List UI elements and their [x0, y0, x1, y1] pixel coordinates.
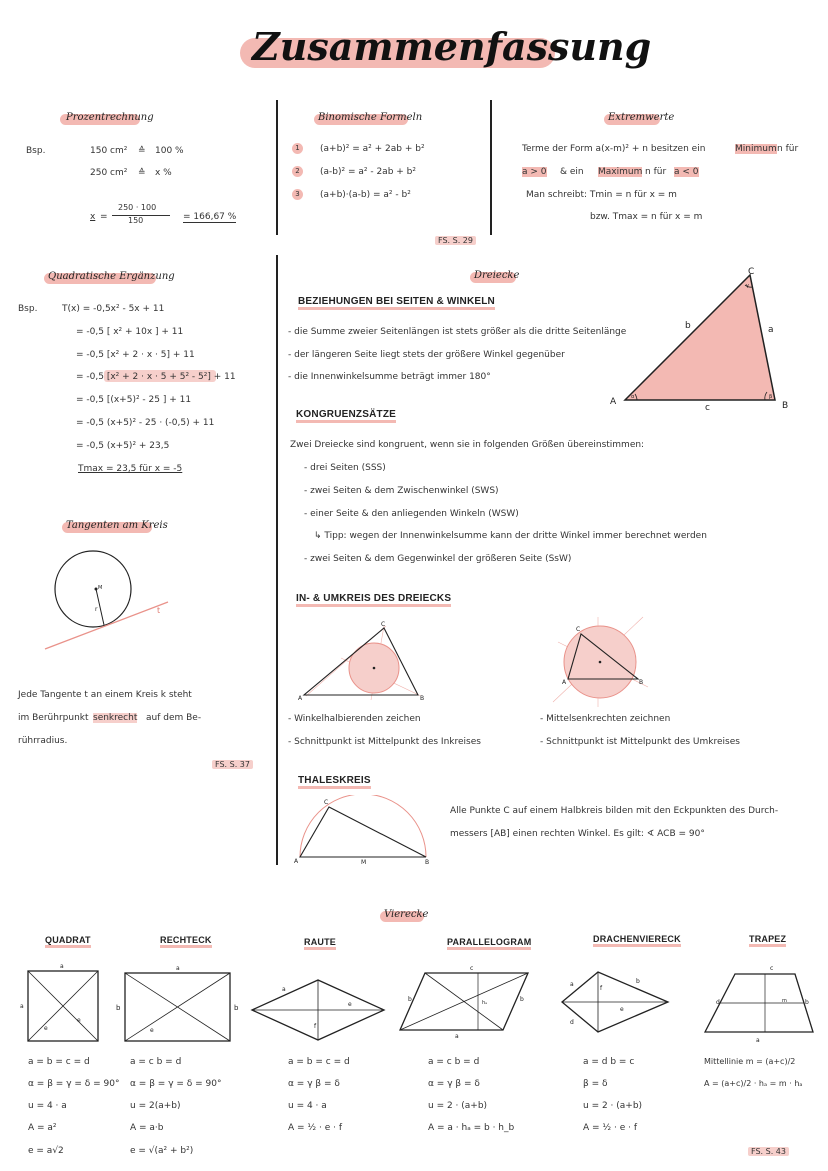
tri-label-A: A: [610, 397, 617, 407]
prozent-bsp: Bsp.: [26, 146, 46, 156]
parallelogram-prop-1: α = γ β = δ: [428, 1079, 480, 1089]
rechteck-prop-2: u = 2(a+b): [130, 1101, 181, 1111]
raute-prop-3: A = ½ · e · f: [288, 1123, 343, 1133]
svg-text:e: e: [620, 1006, 624, 1013]
tangent-r-label: r: [95, 606, 98, 613]
extrem-line1c: n für: [777, 144, 799, 154]
thales-diagram: [292, 795, 437, 865]
inkreis-text-0: - Winkelhalbierenden zeichen: [288, 714, 421, 724]
tangent-text2b: senkrecht: [93, 713, 138, 723]
rechteck-prop-4: e = √(a² + b²): [130, 1146, 194, 1156]
tangent-ref: FS. S. 37: [212, 760, 253, 769]
prozent-row2-right: x %: [155, 168, 172, 178]
kong-0: - drei Seiten (SSS): [304, 463, 386, 473]
dreiecke-rel-0: - die Summe zweier Seitenlängen ist stets größer als die dritte Seitenlänge: [288, 327, 627, 337]
extrem-line1b: Minimum: [735, 144, 777, 154]
binom-formula-1: (a+b)² = a² + 2ab + b²: [320, 144, 425, 154]
extrem-line2e: a < 0: [674, 167, 699, 177]
thales-label-B: B: [425, 859, 430, 865]
thales-label-C: C: [324, 799, 329, 806]
tri-label-C: C: [748, 267, 755, 277]
svg-text:b: b: [116, 1004, 121, 1012]
tri-label-c: c: [705, 403, 710, 413]
prozent-frac-den: 150: [128, 216, 144, 225]
page-title: Zusammenfassung: [252, 24, 652, 69]
extrem-line2d: n für: [645, 167, 667, 177]
kong-intro: Zwei Dreiecke sind kongruent, wenn sie in folgenden Größen übereinstimmen:: [290, 440, 645, 450]
umkreis-diagram: [548, 612, 658, 712]
rechteck-prop-3: A = a·b: [130, 1123, 164, 1133]
tri-label-b: b: [685, 321, 691, 331]
viereck-name-parallelogram: PARALLELOGRAM: [447, 937, 531, 950]
trapez-shape: [705, 965, 813, 1044]
extrem-line2a: a > 0: [522, 167, 547, 177]
viereck-name-drachenviereck: DRACHENVIERECK: [593, 934, 681, 947]
quad-line-4: = -0,5 [(x+5)² - 25 ] + 11: [76, 395, 192, 405]
dreiecke-heading: Dreiecke: [474, 270, 520, 281]
tangent-t-label: t: [157, 606, 161, 615]
svg-text:e: e: [348, 1001, 352, 1008]
extrem-heading: Extremwerte: [608, 112, 675, 123]
prozent-row1-right: 100 %: [155, 146, 184, 156]
quad-heading: Quadratische Ergänzung: [48, 271, 175, 282]
dreiecke-sub3: IN- & UMKREIS DES DREIECKS: [296, 593, 451, 607]
tangent-text3: rührradius.: [18, 736, 68, 746]
quad-line-6: = -0,5 (x+5)² + 23,5: [76, 441, 170, 451]
tangent-text1: Jede Tangente t an einem Kreis k steht: [18, 690, 192, 700]
extrem-line2b: & ein: [560, 167, 584, 177]
dreiecke-sub1: BEZIEHUNGEN BEI SEITEN & WINKELN: [298, 296, 495, 310]
dreiecke-rel-2: - die Innenwinkelsumme beträgt immer 180°: [288, 372, 491, 382]
prozent-result: = 166,67 %: [183, 212, 237, 222]
tri-label-beta: β: [769, 394, 773, 400]
drachen-prop-2: u = 2 · (a+b): [583, 1101, 643, 1111]
binom-num-1: 1: [292, 143, 303, 154]
quad-line-2: = -0,5 [x² + 2 · x · 5] + 11: [76, 350, 195, 360]
trapez-prop-1: A = (a+c)/2 · hₐ = m · hₐ: [704, 1079, 803, 1088]
prozent-x: x: [90, 212, 96, 222]
drachen-prop-1: β = δ: [583, 1079, 608, 1089]
extrem-line4: bzw. Tmax = n für x = m: [590, 212, 703, 222]
dreiecke-sub4: THALESKREIS: [298, 775, 371, 789]
svg-text:b: b: [408, 996, 412, 1003]
svg-text:e: e: [77, 1017, 81, 1024]
vierecke-ref: FS. S. 43: [748, 1147, 789, 1156]
vierecke-shapes: [0, 958, 828, 1048]
prozent-row1-left: 150 cm²: [90, 146, 128, 156]
viereck-name-rechteck: RECHTECK: [160, 935, 212, 948]
divider-top-left: [276, 100, 278, 235]
viereck-name-raute: RAUTE: [304, 937, 336, 950]
drachen-prop-0: a = d b = c: [583, 1057, 635, 1067]
extrem-line3: Man schreibt: Tmin = n für x = m: [526, 190, 677, 200]
svg-text:c: c: [470, 965, 474, 972]
umkreis-text-1: - Schnittpunkt ist Mittelpunkt des Umkreises: [540, 737, 740, 747]
svg-text:b: b: [805, 999, 809, 1006]
parallelogram-prop-2: u = 2 · (a+b): [428, 1101, 488, 1111]
vierecke-heading: Vierecke: [384, 909, 429, 920]
inkreis-label-C: C: [381, 621, 386, 628]
trapez-prop-0: Mittellinie m = (a+c)/2: [704, 1057, 796, 1066]
dreiecke-sub2: KONGRUENZSÄTZE: [296, 409, 396, 423]
rechteck-shape: [116, 965, 239, 1041]
umkreis-label-A: A: [562, 679, 567, 686]
binom-formula-3: (a+b)·(a-b) = a² - b²: [320, 190, 411, 200]
parallelogram-prop-3: A = a · hₐ = b · h_b: [428, 1123, 515, 1133]
umkreis-label-C: C: [576, 626, 581, 633]
inkreis-diagram: [296, 618, 436, 703]
extrem-line2c: Maximum: [598, 167, 643, 177]
tangent-heading: Tangenten am Kreis: [66, 520, 168, 531]
binom-num-2: 2: [292, 166, 303, 177]
divider-middle: [276, 255, 278, 865]
quad-line-1: = -0,5 [ x² + 10x ] + 11: [76, 327, 184, 337]
svg-text:d: d: [716, 999, 720, 1006]
quadrat-prop-2: u = 4 · a: [28, 1101, 67, 1111]
binom-heading: Binomische Formeln: [318, 112, 423, 123]
parallelogram-shape: [400, 965, 528, 1040]
umkreis-label-B: B: [639, 679, 644, 686]
divider-top-right: [490, 100, 492, 235]
svg-text:b: b: [234, 1004, 239, 1012]
drachen-prop-3: A = ½ · e · f: [583, 1123, 638, 1133]
prozent-row1-op: ≙: [138, 146, 146, 156]
svg-text:f: f: [314, 1023, 317, 1030]
parallelogram-prop-0: a = c b = d: [428, 1057, 480, 1067]
binom-num-3: 3: [292, 189, 303, 200]
raute-prop-2: u = 4 · a: [288, 1101, 327, 1111]
kong-1: - zwei Seiten & dem Zwischenwinkel (SWS): [304, 486, 499, 496]
svg-text:hₐ: hₐ: [482, 1000, 488, 1006]
svg-text:b: b: [636, 978, 640, 985]
binom-ref: FS. S. 29: [435, 236, 476, 245]
svg-text:a: a: [455, 1033, 459, 1040]
umkreis-text-0: - Mittelsenkrechten zeichnen: [540, 714, 671, 724]
svg-text:a: a: [756, 1037, 760, 1044]
extrem-line1a: Terme der Form a(x-m)² + n besitzen ein: [522, 144, 706, 154]
prozent-eq: =: [100, 212, 108, 222]
svg-text:a: a: [20, 1003, 24, 1010]
svg-text:e: e: [150, 1027, 154, 1034]
quadrat-prop-1: α = β = γ = δ = 90°: [28, 1079, 120, 1089]
inkreis-text-1: - Schnittpunkt ist Mittelpunkt des Inkreises: [288, 737, 481, 747]
rechteck-prop-0: a = c b = d: [130, 1057, 182, 1067]
viereck-name-quadrat: QUADRAT: [45, 935, 91, 948]
quadrat-prop-3: A = a²: [28, 1123, 57, 1133]
svg-text:a: a: [176, 965, 180, 972]
svg-text:a: a: [570, 981, 574, 988]
tri-label-B: B: [782, 401, 789, 411]
dreiecke-rel-1: - der längeren Seite liegt stets der größere Winkel gegenüber: [288, 350, 565, 360]
tangent-diagram: [40, 545, 180, 655]
tangent-text2a: im Berührpunkt: [18, 713, 89, 723]
svg-text:m: m: [782, 998, 787, 1004]
quad-line-0: T(x) = -0,5x² - 5x + 11: [62, 304, 165, 314]
quad-line-5: = -0,5 (x+5)² - 25 · (-0,5) + 11: [76, 418, 215, 428]
tangent-m-label: M: [98, 585, 103, 591]
prozent-frac-num: 250 · 100: [118, 203, 157, 212]
inkreis-label-B: B: [420, 695, 425, 702]
triangle-diagram: [605, 265, 805, 415]
quad-line-7: Tmax = 23,5 für x = -5: [78, 464, 183, 474]
raute-shape: [252, 980, 384, 1040]
raute-prop-0: a = b = c = d: [288, 1057, 350, 1067]
thales-label-M: M: [361, 859, 367, 865]
tri-label-alpha: α: [631, 394, 635, 400]
quadrat-prop-4: e = a√2: [28, 1146, 64, 1156]
svg-text:f: f: [600, 985, 603, 992]
inkreis-label-A: A: [298, 695, 303, 702]
binom-formula-2: (a-b)² = a² - 2ab + b²: [320, 167, 416, 177]
kong-4: - zwei Seiten & dem Gegenwinkel der größeren Seite (SsW): [304, 554, 572, 564]
tangent-text2c: auf dem Be-: [146, 713, 202, 723]
quad-bsp: Bsp.: [18, 304, 38, 314]
tri-label-a: a: [768, 325, 774, 335]
thales-text-2: messers [AB] einen rechten Winkel. Es gilt: ∢ ACB = 90°: [450, 829, 705, 839]
tri-label-gamma: γ: [746, 283, 749, 289]
prozent-row2-op: ≙: [138, 168, 146, 178]
prozent-row2-left: 250 cm²: [90, 168, 128, 178]
raute-prop-1: α = γ β = δ: [288, 1079, 340, 1089]
svg-text:a: a: [60, 963, 64, 970]
kong-2: - einer Seite & den anliegenden Winkeln (WSW): [304, 509, 519, 519]
svg-text:e: e: [44, 1025, 48, 1032]
svg-text:a: a: [282, 986, 286, 993]
thales-label-A: A: [294, 858, 299, 865]
drachen-shape: [562, 972, 668, 1032]
quadrat-shape: [20, 963, 98, 1041]
svg-text:c: c: [770, 965, 774, 972]
viereck-name-trapez: TRAPEZ: [749, 934, 786, 947]
quadrat-prop-0: a = b = c = d: [28, 1057, 90, 1067]
rechteck-prop-1: α = β = γ = δ = 90°: [130, 1079, 222, 1089]
svg-text:b: b: [520, 996, 524, 1003]
svg-text:d: d: [570, 1019, 574, 1026]
quad-line-3: = -0,5 [x² + 2 · x · 5 + 5² - 5²] + 11: [76, 372, 236, 382]
prozent-heading: Prozentrechnung: [66, 112, 154, 123]
thales-text-1: Alle Punkte C auf einem Halbkreis bilden mit den Eckpunkten des Durch-: [450, 806, 779, 816]
kong-3: ↳ Tipp: wegen der Innenwinkelsumme kann der dritte Winkel immer berechnet werden: [314, 531, 707, 541]
